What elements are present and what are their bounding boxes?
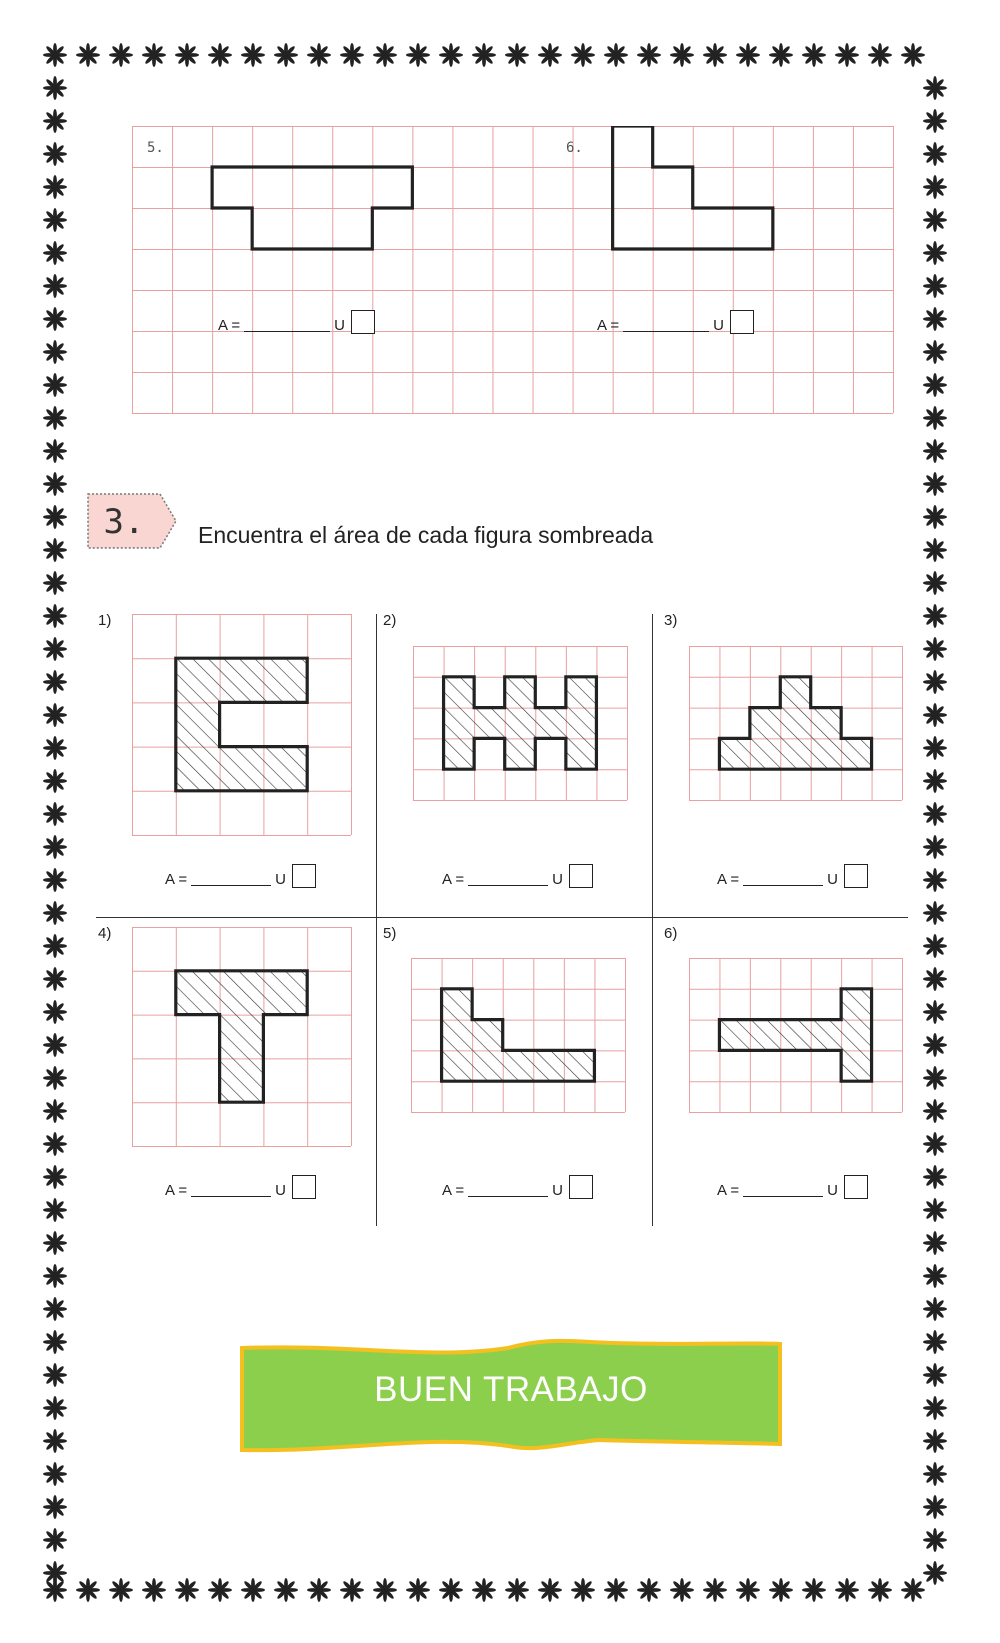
star-icon: [43, 835, 67, 859]
star-icon: [923, 175, 947, 199]
unit-label: U: [552, 871, 563, 888]
star-icon: [901, 43, 925, 67]
area-prefix: A =: [717, 1182, 740, 1199]
exercise-5-answer: [218, 310, 375, 334]
star-icon: [43, 76, 67, 100]
star-icon: [175, 43, 199, 67]
star-icon: [923, 637, 947, 661]
star-icon: [43, 1231, 67, 1255]
figure-1-answer: [165, 864, 316, 888]
star-icon: [109, 43, 133, 67]
star-icon: [142, 1578, 166, 1602]
figure-3-grid: [689, 646, 903, 801]
star-icon: [923, 1099, 947, 1123]
star-icon: [923, 1396, 947, 1420]
star-icon: [868, 43, 892, 67]
star-icon: [769, 43, 793, 67]
star-icon: [923, 1066, 947, 1090]
star-icon: [901, 1578, 925, 1602]
figure-1-label: 1): [98, 612, 112, 629]
star-icon: [43, 373, 67, 397]
unit-label: U: [713, 317, 724, 334]
exercise-6-number: 6.: [566, 140, 583, 156]
figure-3-label: 3): [664, 612, 678, 629]
figure-1-area-input[interactable]: [191, 867, 271, 886]
figure-1-grid: [132, 614, 352, 836]
exercise-5-area-input[interactable]: [244, 313, 330, 332]
figure-5-unit-box[interactable]: [569, 1175, 593, 1199]
figure-6-answer: [717, 1175, 868, 1199]
star-icon: [923, 1462, 947, 1486]
star-icon: [505, 43, 529, 67]
star-icon: [43, 736, 67, 760]
star-icon: [43, 1066, 67, 1090]
figure-6-label: 6): [664, 925, 678, 942]
star-icon: [923, 736, 947, 760]
area-prefix: A =: [597, 317, 620, 334]
star-icon: [241, 1578, 265, 1602]
area-prefix: A =: [165, 871, 188, 888]
star-icon: [923, 505, 947, 529]
star-icon: [274, 1578, 298, 1602]
banner-text: BUEN TRABAJO: [374, 1370, 648, 1409]
star-icon: [604, 1578, 628, 1602]
star-icon: [43, 1330, 67, 1354]
star-icon: [406, 1578, 430, 1602]
star-icon: [571, 1578, 595, 1602]
star-icon: [43, 1165, 67, 1189]
figure-5-area-input[interactable]: [468, 1178, 548, 1197]
star-icon: [923, 1297, 947, 1321]
star-icon: [43, 1033, 67, 1057]
star-icon: [109, 1578, 133, 1602]
exercise-6-unit-box[interactable]: [730, 310, 754, 334]
figure-1-shape: [176, 658, 307, 791]
star-icon: [43, 340, 67, 364]
star-icon: [802, 43, 826, 67]
unit-label: U: [827, 871, 838, 888]
figure-4-answer: [165, 1175, 316, 1199]
figure-3-unit-box[interactable]: [844, 864, 868, 888]
star-icon: [923, 1330, 947, 1354]
star-icon: [923, 802, 947, 826]
star-icon: [208, 1578, 232, 1602]
star-icon: [43, 670, 67, 694]
exercise-6-answer: [597, 310, 754, 334]
star-icon: [43, 901, 67, 925]
exercise-5-number: 5.: [147, 140, 164, 156]
figure-3-answer: [717, 864, 868, 888]
star-icon: [307, 1578, 331, 1602]
star-icon: [703, 43, 727, 67]
section-badge: [86, 492, 178, 550]
star-icon: [43, 1462, 67, 1486]
star-icon: [43, 967, 67, 991]
figure-2-answer: [442, 864, 593, 888]
star-icon: [43, 604, 67, 628]
star-icon: [923, 1132, 947, 1156]
star-icon: [43, 274, 67, 298]
star-icon: [43, 1561, 67, 1585]
star-icon: [43, 1528, 67, 1552]
star-icon: [923, 1429, 947, 1453]
star-icon: [923, 901, 947, 925]
area-prefix: A =: [218, 317, 241, 334]
figure-1-unit-box[interactable]: [292, 864, 316, 888]
star-icon: [923, 1561, 947, 1585]
star-icon: [923, 142, 947, 166]
star-icon: [43, 241, 67, 265]
section-number: 3.: [103, 502, 145, 542]
figure-3-area-input[interactable]: [743, 867, 823, 886]
area-prefix: A =: [442, 1182, 465, 1199]
star-icon: [175, 1578, 199, 1602]
star-icon: [439, 43, 463, 67]
divider-vertical-1: [376, 614, 377, 1226]
star-icon: [802, 1578, 826, 1602]
star-icon: [307, 43, 331, 67]
figure-4-area-input[interactable]: [191, 1178, 271, 1197]
star-icon: [43, 1198, 67, 1222]
star-icon: [43, 307, 67, 331]
star-icon: [923, 703, 947, 727]
unit-label: U: [827, 1182, 838, 1199]
star-icon: [43, 406, 67, 430]
star-icon: [43, 571, 67, 595]
star-icon: [923, 1165, 947, 1189]
figure-6-area-input[interactable]: [743, 1178, 823, 1197]
figure-2-grid: [413, 646, 628, 801]
figure-5-grid: [411, 958, 626, 1113]
star-icon: [208, 43, 232, 67]
star-icon: [373, 1578, 397, 1602]
star-icon: [923, 241, 947, 265]
star-icon: [538, 1578, 562, 1602]
star-icon: [43, 175, 67, 199]
star-icon: [43, 1099, 67, 1123]
star-icon: [43, 1000, 67, 1024]
star-icon: [43, 1396, 67, 1420]
star-icon: [43, 142, 67, 166]
unit-label: U: [275, 1182, 286, 1199]
star-icon: [923, 109, 947, 133]
divider-vertical-2: [652, 614, 653, 1226]
star-icon: [43, 1264, 67, 1288]
figure-5-shape: [442, 989, 595, 1081]
star-icon: [923, 307, 947, 331]
star-icon: [43, 538, 67, 562]
star-icon: [769, 1578, 793, 1602]
star-icon: [274, 43, 298, 67]
star-icon: [439, 1578, 463, 1602]
star-icon: [43, 769, 67, 793]
figure-5-answer: [442, 1175, 593, 1199]
star-icon: [923, 1231, 947, 1255]
star-icon: [43, 868, 67, 892]
star-icon: [923, 868, 947, 892]
star-icon: [670, 1578, 694, 1602]
star-icon: [923, 670, 947, 694]
star-icon: [923, 1495, 947, 1519]
unit-label: U: [552, 1182, 563, 1199]
star-icon: [868, 1578, 892, 1602]
star-icon: [43, 934, 67, 958]
star-icon: [142, 43, 166, 67]
area-prefix: A =: [717, 871, 740, 888]
exercise-5-unit-box[interactable]: [351, 310, 375, 334]
figure-4-unit-box[interactable]: [292, 1175, 316, 1199]
star-icon: [76, 1578, 100, 1602]
star-icon: [472, 1578, 496, 1602]
star-icon: [43, 1363, 67, 1387]
star-icon: [538, 43, 562, 67]
top-grid: [132, 126, 894, 416]
star-icon: [923, 1198, 947, 1222]
star-icon: [923, 1528, 947, 1552]
star-icon: [43, 703, 67, 727]
star-icon: [637, 43, 661, 67]
star-icon: [923, 967, 947, 991]
instruction-text: Encuentra el área de cada figura sombreada: [198, 522, 654, 548]
unit-label: U: [275, 871, 286, 888]
star-icon: [923, 340, 947, 364]
star-icon: [43, 472, 67, 496]
star-icon: [923, 76, 947, 100]
figure-6-unit-box[interactable]: [844, 1175, 868, 1199]
star-icon: [923, 571, 947, 595]
star-icon: [703, 1578, 727, 1602]
star-icon: [923, 538, 947, 562]
star-icon: [923, 406, 947, 430]
figure-4-shape: [176, 971, 307, 1102]
area-prefix: A =: [165, 1182, 188, 1199]
star-icon: [76, 43, 100, 67]
star-icon: [43, 802, 67, 826]
star-icon: [472, 43, 496, 67]
star-icon: [835, 1578, 859, 1602]
star-icon: [43, 439, 67, 463]
figure-2-area-input[interactable]: [468, 867, 548, 886]
figure-4-grid: [132, 927, 352, 1147]
figure-6-shape: [719, 989, 871, 1081]
star-icon: [923, 373, 947, 397]
star-icon: [923, 1000, 947, 1024]
star-icon: [43, 1495, 67, 1519]
figure-2-label: 2): [383, 612, 397, 629]
star-icon: [923, 472, 947, 496]
star-icon: [736, 1578, 760, 1602]
star-icon: [923, 1363, 947, 1387]
star-icon: [43, 1429, 67, 1453]
star-icon: [923, 274, 947, 298]
exercise-6-area-input[interactable]: [623, 313, 709, 332]
star-icon: [923, 934, 947, 958]
figure-3-shape: [719, 677, 871, 769]
star-icon: [923, 769, 947, 793]
star-icon: [340, 43, 364, 67]
figure-2-shape: [444, 677, 597, 769]
star-icon: [923, 835, 947, 859]
star-icon: [43, 43, 67, 67]
star-icon: [736, 43, 760, 67]
star-icon: [670, 43, 694, 67]
star-icon: [43, 208, 67, 232]
star-icon: [505, 1578, 529, 1602]
star-icon: [241, 43, 265, 67]
star-icon: [923, 208, 947, 232]
star-icon: [835, 43, 859, 67]
star-icon: [43, 637, 67, 661]
divider-horizontal: [96, 917, 908, 918]
figure-2-unit-box[interactable]: [569, 864, 593, 888]
star-icon: [571, 43, 595, 67]
area-prefix: A =: [442, 871, 465, 888]
figure-6-grid: [689, 958, 903, 1113]
star-icon: [637, 1578, 661, 1602]
star-icon: [43, 109, 67, 133]
star-icon: [406, 43, 430, 67]
star-icon: [923, 439, 947, 463]
star-icon: [43, 1132, 67, 1156]
star-icon: [923, 1264, 947, 1288]
star-icon: [43, 505, 67, 529]
star-icon: [604, 43, 628, 67]
star-icon: [923, 604, 947, 628]
star-icon: [373, 43, 397, 67]
unit-label: U: [334, 317, 345, 334]
star-icon: [43, 1297, 67, 1321]
figure-5-label: 5): [383, 925, 397, 942]
star-icon: [923, 1033, 947, 1057]
figure-4-label: 4): [98, 925, 112, 942]
star-icon: [340, 1578, 364, 1602]
